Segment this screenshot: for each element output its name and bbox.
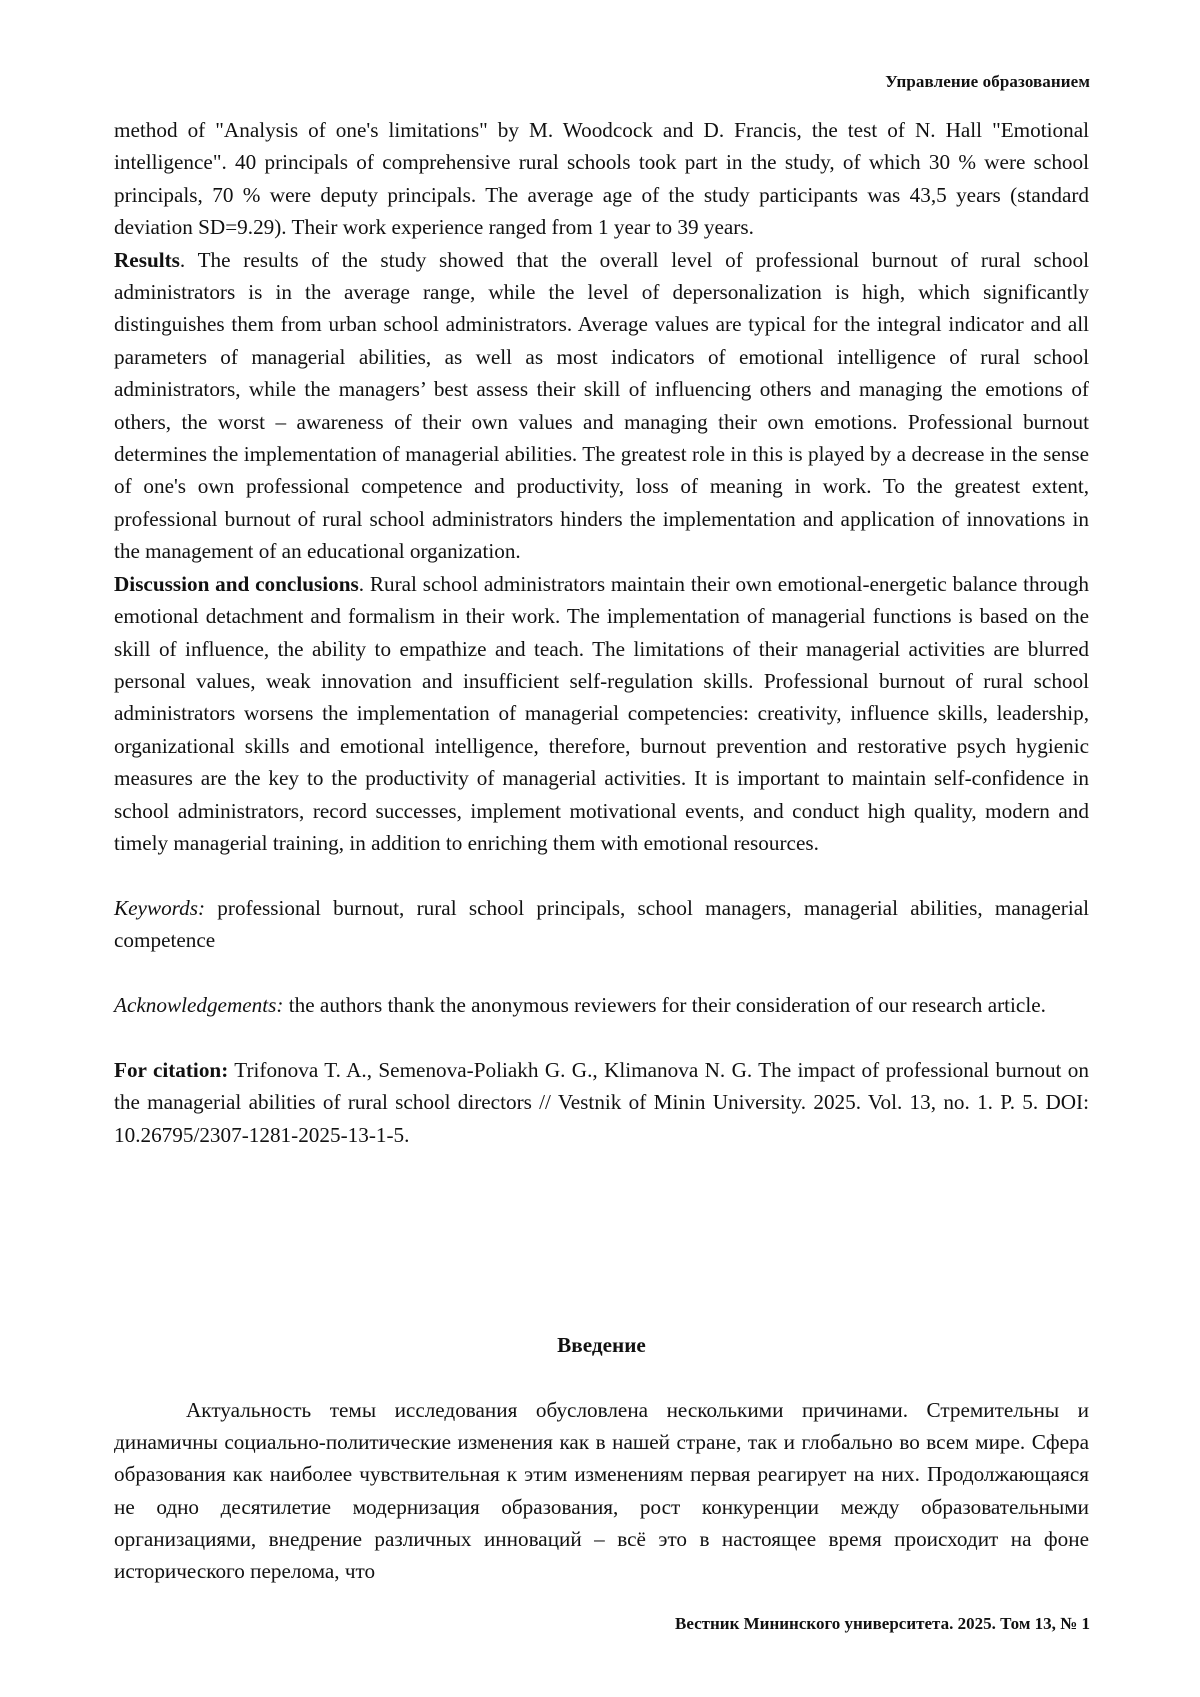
results-paragraph	[114, 244, 1089, 568]
acknowledgements-paragraph	[114, 989, 1089, 1021]
keywords-label: Keywords:	[114, 895, 206, 920]
discussion-label: Discussion and conclusions	[114, 571, 359, 596]
discussion-paragraph	[114, 568, 1089, 860]
introduction-paragraph: Актуальность темы исследования обусловлена несколькими причинами. Стремительны и динамичны социально-политические изменения как в нашей стране, так и глобально во всем мире. Сфера образования как наиболее чувствительная к этим изменениям первая реагирует на них. Продолжающаяся не одно десятилетие модернизация образования, рост конкуренции между образовательными организациями, внедрение различных инноваций – всё это в настоящее время происходит на фоне исторического перелома, что	[114, 1398, 1089, 1584]
running-header: Управление образованием	[885, 72, 1090, 91]
citation-text: Trifonova T. A., Semenova-Poliakh G. G., Klimanova N. G. The impact of professional burnout on the managerial abilities of rural school directors // Vestnik of Minin University. 2025. Vol. 13, no. 1. P. 5. DOI: 10.26795/2307-1281-2025-13-1-5.	[114, 1057, 1089, 1147]
introduction-body	[114, 1394, 1089, 1587]
results-text: . The results of the study showed that the overall level of professional burnout of rural school administrators is in the average range, while the level of depersonalization is high, which significantly distinguishes them from urban school administrators. Average values are typical for the integral indicator and all parameters of managerial abilities, as well as most indicators of emotional intelligence of rural school administrators, while the managers’ best assess their skill of influencing others and managing the emotions of others, the worst – awareness of their own values and managing their own emotions. Professional burnout determines the implementation of managerial abilities. The greatest role in this is played by a decrease in the sense of one's own professional competence and productivity, loss of meaning in work. To the greatest extent, professional burnout of rural school administrators hinders the implementation and application of innovations in the management of an educational organization.	[114, 247, 1089, 564]
discussion-text: . Rural school administrators maintain their own emotional-energetic balance through emotional detachment and formalism in their work. The implementation of managerial functions is based on the skill of influence, the ability to empathize and teach. The limitations of their managerial activities are blurred personal values, weak innovation and insufficient self-regulation skills. Professional burnout of rural school administrators worsens the implementation of managerial competencies: creativity, influence skills, leadership, organizational skills and emotional intelligence, therefore, burnout prevention and restorative psych hygienic measures are the key to the productivity of managerial activities. It is important to maintain self-confidence in school administrators, record successes, implement motivational events, and conduct high quality, modern and timely managerial training, in addition to enriching them with emotional resources.	[114, 571, 1089, 855]
keywords-paragraph	[114, 892, 1089, 957]
introduction-heading: Введение	[557, 1333, 646, 1357]
methods-text: method of "Analysis of one's limitations" by M. Woodcock and D. Francis, the test of N. Hall "Emotional intelligence". 40 principals of comprehensive rural schools took part in the study, of which 30 % were school principals, 70 % were deputy principals. The average age of the study participants was 43,5 years (standard deviation SD=9.29). Their work experience ranged from 1 year to 39 years.	[114, 118, 1089, 240]
methods-paragraph	[114, 114, 1089, 244]
results-label: Results	[114, 247, 180, 272]
running-footer: Вестник Мининского университета. 2025. Том 13, № 1	[675, 1614, 1090, 1633]
keywords-text: professional burnout, rural school principals, school managers, managerial abilities, managerial competence	[114, 895, 1089, 953]
acknowledgements-text: the authors thank the anonymous reviewers for their consideration of our research article.	[283, 992, 1046, 1017]
abstract-body	[114, 114, 1089, 1151]
spacer	[114, 1021, 1089, 1053]
citation-label: For citation:	[114, 1057, 229, 1082]
acknowledgements-label: Acknowledgements:	[114, 992, 284, 1017]
spacer	[114, 859, 1089, 891]
spacer	[114, 957, 1089, 989]
citation-paragraph	[114, 1054, 1089, 1151]
